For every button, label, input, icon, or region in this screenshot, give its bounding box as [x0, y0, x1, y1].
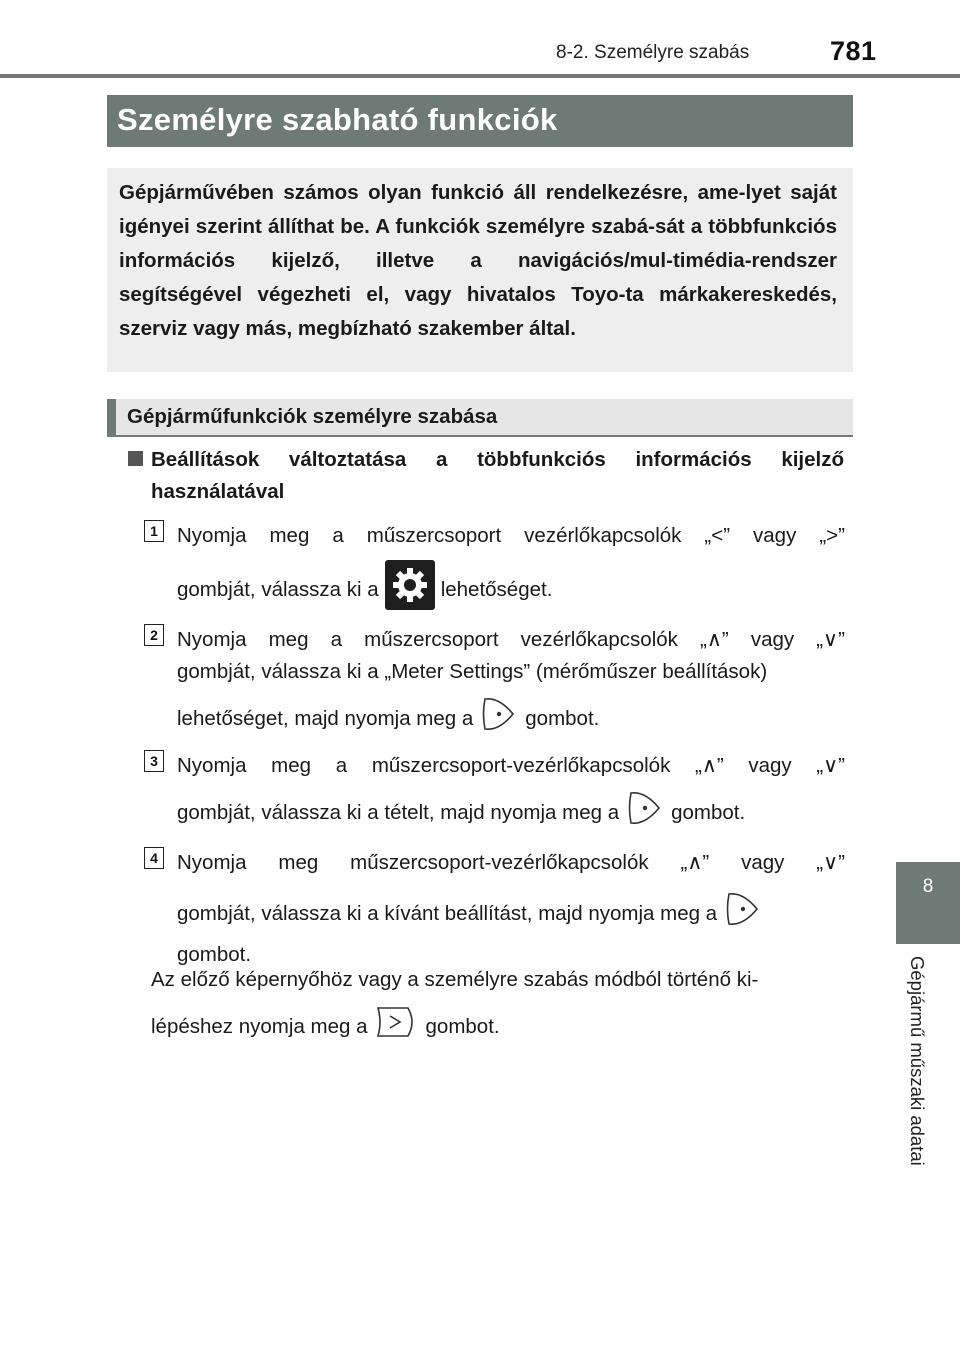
- step-1-text: [177, 520, 845, 620]
- step-4-line-1: [177, 847, 845, 879]
- word: Nyomja: [177, 754, 247, 777]
- word: „∨”: [816, 628, 845, 651]
- word: Nyomja: [177, 628, 247, 651]
- step-1-line-2a: gombját, válassza ki a: [177, 578, 379, 601]
- step-number-2: 2: [144, 624, 164, 646]
- word: a: [335, 754, 348, 777]
- step-3-line-1: [177, 750, 845, 782]
- step-3-text: [177, 750, 845, 838]
- page-title: Személyre szabható funkciók: [117, 102, 558, 137]
- word: vagy: [753, 524, 797, 547]
- intro-text: Gépjárművében számos olyan funkció áll rendelkezésre, ame-lyet saját igényei szerint állíthat be. A funkciók személyre szabá-sát a többfunkciós információs kijelző, illetve a navigációs/mul-timédia-rendszer segítségével végezheti el, vagy hivatalos Toyo-ta márkakereskedés, szerviz vagy más, megbízható szakember által.: [119, 181, 837, 340]
- step-4-line-2: [177, 889, 845, 939]
- word: meg: [271, 754, 312, 777]
- header-divider: [0, 74, 960, 78]
- step-4-line-2-text: gombját, válassza ki a kívánt beállítást, majd nyomja meg a: [177, 902, 718, 925]
- step-1-line-2b: lehetőséget.: [440, 578, 553, 601]
- note-line-1: Az előző képernyőhöz vagy a személyre szabás módból történő ki-: [151, 968, 759, 991]
- page-title-bar: [107, 95, 853, 147]
- settings-gear-icon: [385, 560, 435, 620]
- word: a: [330, 628, 343, 651]
- step-2-text: [177, 624, 845, 744]
- section-subheading: [107, 399, 853, 437]
- subheading-accent: [107, 399, 116, 437]
- back-button-icon: [374, 1002, 420, 1052]
- word: Nyomja: [177, 851, 247, 874]
- word: meg: [269, 524, 310, 547]
- step-2-line-1: [177, 624, 845, 656]
- step-number-1: 1: [144, 520, 164, 542]
- word: a: [332, 524, 344, 547]
- word: „>”: [819, 524, 845, 547]
- enter-button-icon: [723, 889, 763, 939]
- step-3-line-2b: gombot.: [671, 801, 746, 824]
- word: meg: [268, 628, 309, 651]
- enter-button-icon: [479, 694, 519, 744]
- step-3-line-2: [177, 788, 845, 838]
- word: vagy: [750, 628, 795, 651]
- chapter-label: Gépjármű műszaki adatai: [907, 956, 928, 1166]
- step-3-line-2a: gombját, válassza ki a tételt, majd nyomja meg a: [177, 801, 620, 824]
- bullet-square-icon: [128, 451, 143, 466]
- word: „∧”: [680, 851, 710, 874]
- word: műszercsoport-vezérlőkapcsolók: [350, 851, 649, 874]
- word: műszercsoport: [366, 524, 502, 547]
- step-1-line-1: [177, 520, 845, 552]
- enter-button-icon: [625, 788, 665, 838]
- word: „∨”: [816, 754, 845, 777]
- word: vagy: [748, 754, 792, 777]
- note-line-2: [151, 1002, 851, 1052]
- page-number: 781: [830, 36, 877, 66]
- word: „∨”: [816, 851, 845, 874]
- subheading-text: Gépjárműfunkciók személyre szabása: [127, 405, 498, 428]
- word: „∧”: [700, 628, 729, 651]
- word: vezérlőkapcsolók: [524, 524, 682, 547]
- step-2-line-3: [177, 694, 845, 744]
- step-4-text: [177, 847, 845, 971]
- step-4-line-3: gombot.: [177, 943, 252, 966]
- step-2-line-3a: lehetőséget, majd nyomja meg a: [177, 707, 474, 730]
- section-header: 8-2. Személyre szabás: [556, 42, 750, 63]
- step-2-line-2: gombját, válassza ki a „Meter Settings” (mérőműszer beállítások): [177, 660, 768, 683]
- word: műszercsoport-vezérlőkapcsolók: [371, 754, 671, 777]
- chapter-tab: [896, 862, 960, 944]
- word: „<”: [704, 524, 731, 547]
- intro-box: [107, 168, 853, 372]
- note-line-2b: gombot.: [425, 1015, 500, 1038]
- word: műszercsoport: [364, 628, 499, 651]
- word: vagy: [741, 851, 785, 874]
- bullet-text: Beállítások változtatása a többfunkciós információs kijelző használatával: [151, 448, 844, 503]
- step-1-line-2: [177, 560, 845, 620]
- word: „∧”: [695, 754, 724, 777]
- note-text: [151, 964, 851, 1052]
- word: meg: [278, 851, 319, 874]
- word: vezérlőkapcsolók: [520, 628, 678, 651]
- step-2-line-3b: gombot.: [525, 707, 600, 730]
- step-number-4: 4: [144, 847, 164, 869]
- note-line-2a: lépéshez nyomja meg a: [151, 1015, 368, 1038]
- step-number-3: 3: [144, 750, 164, 772]
- word: Nyomja: [177, 524, 247, 547]
- chapter-number: 8: [922, 876, 934, 897]
